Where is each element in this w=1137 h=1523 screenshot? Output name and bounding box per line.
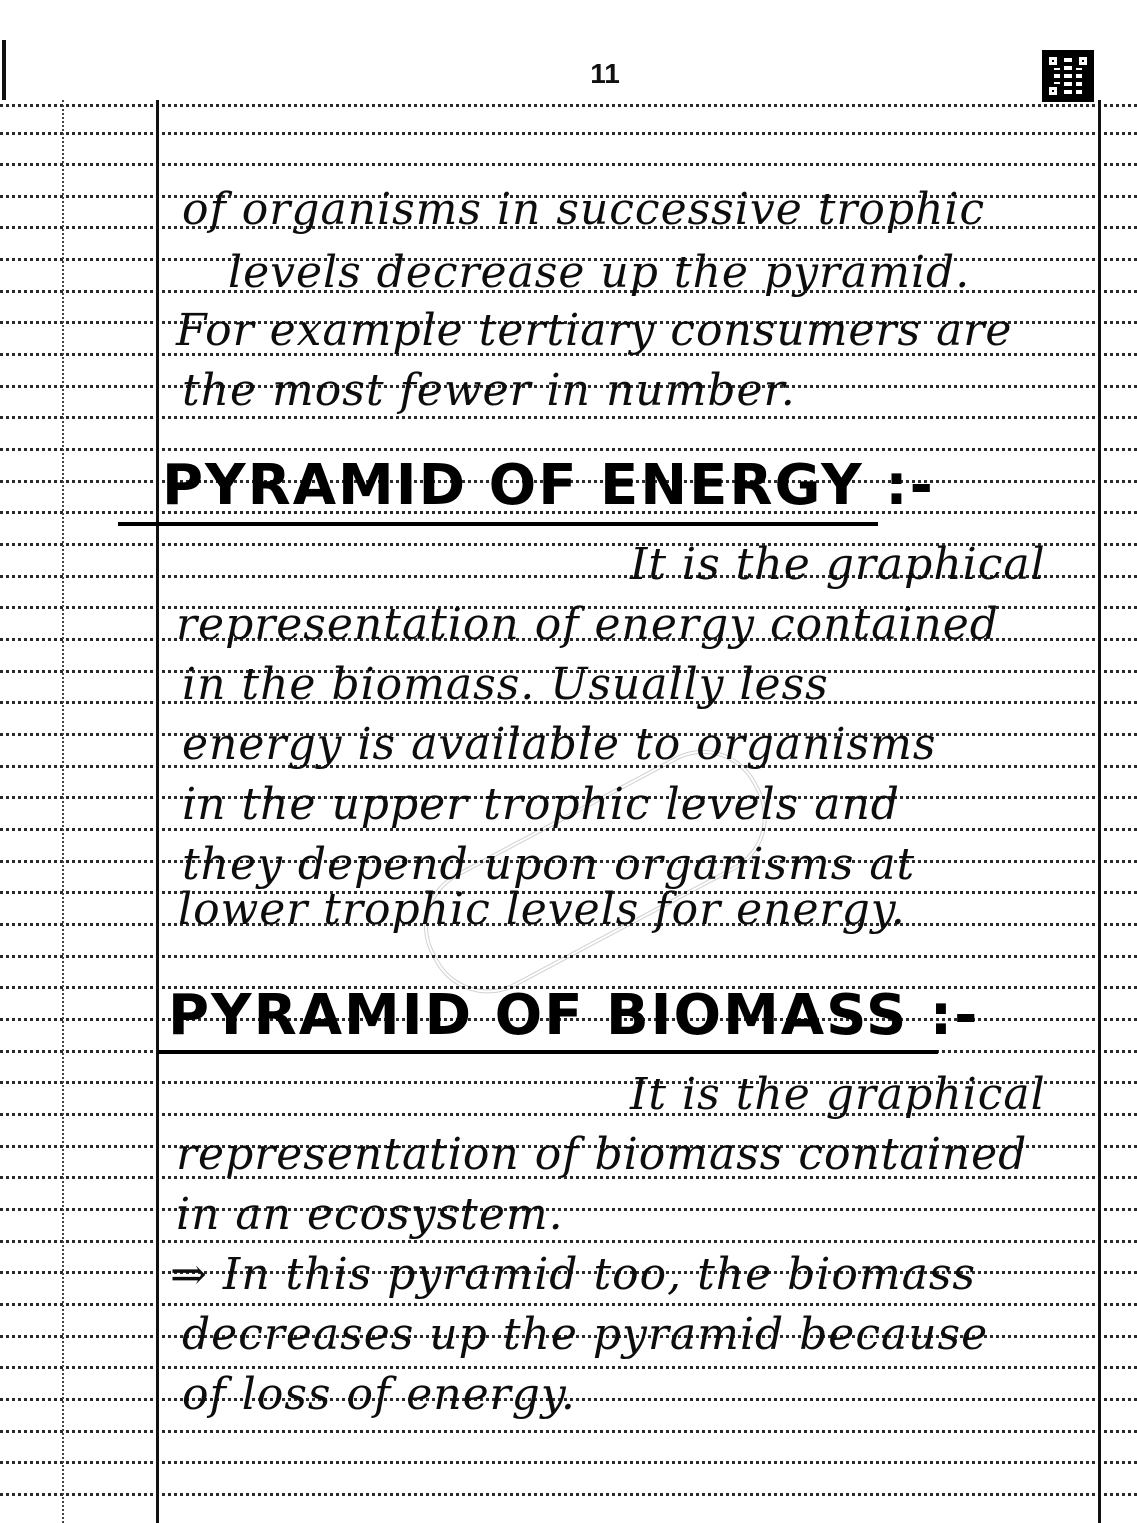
text-line: they depend upon organisms at <box>182 839 916 890</box>
section-heading: PYRAMID OF BIOMASS :- <box>168 983 980 1048</box>
text-line: It is the graphical <box>630 1069 1046 1120</box>
rule-line <box>0 1461 1137 1464</box>
text-line: energy is available to organisms <box>182 719 937 770</box>
left-margin-line <box>156 100 159 1523</box>
heading-underline <box>118 522 878 526</box>
rule-line <box>0 1430 1137 1433</box>
text-line: For example tertiary consumers are <box>176 305 1013 356</box>
rule-line <box>0 416 1137 419</box>
rule-line <box>0 104 1137 107</box>
qr-eye <box>1076 54 1090 68</box>
rule-line <box>0 1208 1137 1211</box>
rule-line <box>0 1240 1137 1243</box>
heading-underline <box>158 1050 938 1054</box>
qr-code-icon <box>1042 50 1094 102</box>
text-line: in the biomass. Usually less <box>182 659 829 710</box>
text-line: the most fewer in number. <box>182 365 796 416</box>
rule-line <box>0 448 1137 451</box>
text-line: It is the graphical <box>630 539 1046 590</box>
text-line: in an ecosystem. <box>176 1189 564 1240</box>
left-dotted-margin <box>62 100 64 1523</box>
text-line: representation of energy contained <box>176 599 999 650</box>
rule-line <box>0 1493 1137 1496</box>
text-line: representation of biomass contained <box>176 1129 1028 1180</box>
qr-eye <box>1046 54 1060 68</box>
rule-line <box>0 163 1137 166</box>
text-line: of organisms in successive trophic <box>182 184 986 235</box>
text-line: ⇒ In this pyramid too, the biomass <box>170 1249 976 1300</box>
rule-line <box>0 955 1137 958</box>
text-line: decreases up the pyramid because <box>182 1309 989 1360</box>
edge-mark <box>2 40 6 100</box>
rule-line <box>0 1303 1137 1306</box>
text-line: levels decrease up the pyramid. <box>228 247 971 298</box>
right-margin-line <box>1098 100 1101 1523</box>
qr-eye <box>1046 84 1060 98</box>
text-line: of loss of energy. <box>182 1369 576 1420</box>
text-line: lower trophic levels for energy. <box>178 884 906 935</box>
text-line: in the upper trophic levels and <box>182 779 900 830</box>
rule-line <box>0 132 1137 135</box>
section-heading: PYRAMID OF ENERGY :- <box>162 453 935 518</box>
page-number: 11 <box>590 58 620 89</box>
